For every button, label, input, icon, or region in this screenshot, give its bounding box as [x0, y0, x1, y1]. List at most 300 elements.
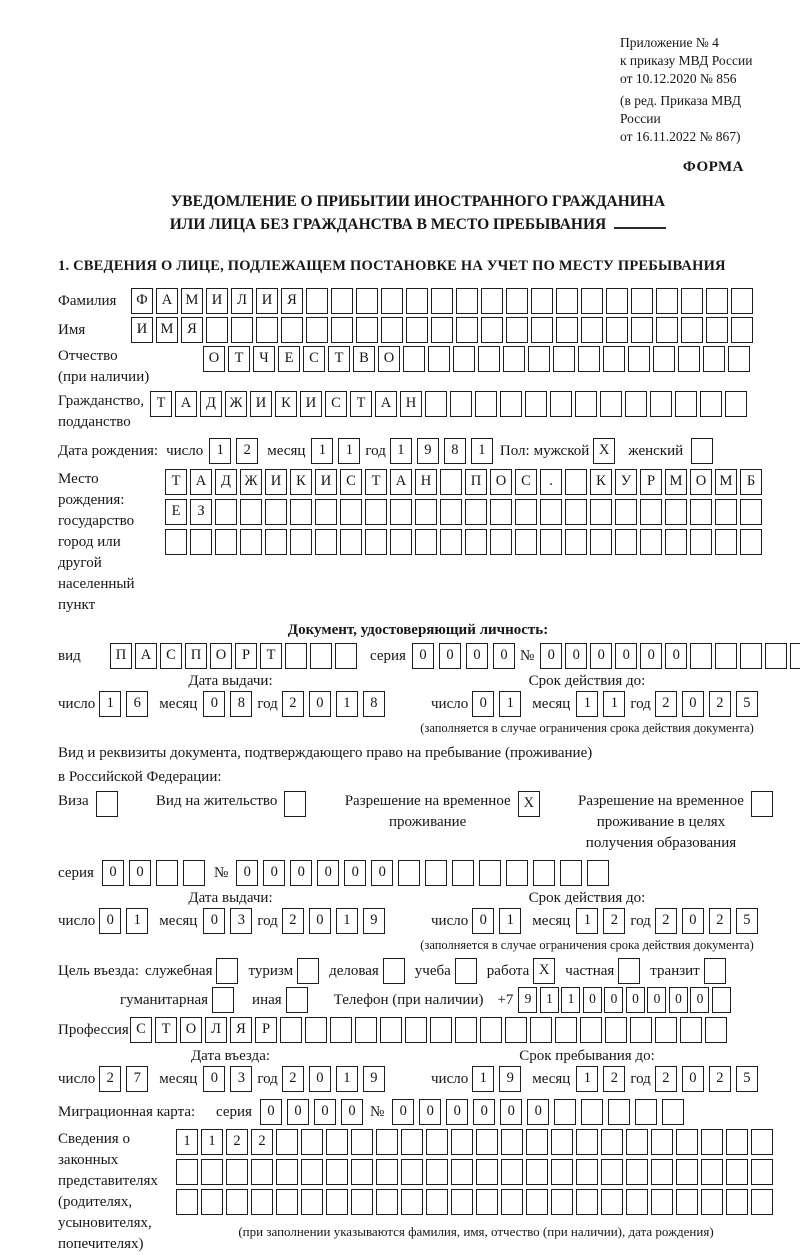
char-cell[interactable] [556, 288, 578, 314]
char-cell[interactable] [315, 529, 337, 555]
purpose-private-checkbox[interactable] [618, 958, 643, 984]
char-cell[interactable] [426, 1129, 448, 1155]
char-cell[interactable] [665, 529, 687, 555]
char-cell[interactable] [265, 499, 287, 525]
char-cell[interactable]: С [340, 469, 362, 495]
char-cell[interactable] [550, 391, 572, 417]
char-cell[interactable]: Ф [131, 288, 153, 314]
char-cell[interactable] [505, 1017, 527, 1043]
char-cell[interactable]: 0 [647, 987, 666, 1013]
char-cell[interactable]: Л [205, 1017, 227, 1043]
char-cell[interactable] [301, 1189, 323, 1215]
char-cell[interactable] [403, 346, 425, 372]
char-cell[interactable]: Т [155, 1017, 177, 1043]
stay-valid-day-cells[interactable] [472, 908, 526, 934]
char-cell[interactable] [751, 791, 773, 817]
char-cell[interactable] [276, 1189, 298, 1215]
char-cell[interactable]: Т [165, 469, 187, 495]
char-cell[interactable]: С [130, 1017, 152, 1043]
char-cell[interactable]: П [185, 643, 207, 669]
char-cell[interactable] [656, 317, 678, 343]
purpose-other-checkbox[interactable] [286, 987, 311, 1013]
char-cell[interactable] [640, 499, 662, 525]
char-cell[interactable]: П [110, 643, 132, 669]
char-cell[interactable] [701, 1189, 723, 1215]
char-cell[interactable] [618, 958, 640, 984]
char-cell[interactable] [331, 288, 353, 314]
stay-valid-year-cells[interactable] [655, 908, 763, 934]
char-cell[interactable] [581, 1099, 603, 1125]
char-cell[interactable] [590, 529, 612, 555]
char-cell[interactable] [578, 346, 600, 372]
char-cell[interactable] [680, 1017, 702, 1043]
char-cell[interactable]: О [690, 469, 712, 495]
char-cell[interactable] [587, 860, 609, 886]
char-cell[interactable]: С [325, 391, 347, 417]
char-cell[interactable] [650, 391, 672, 417]
char-cell[interactable]: 0 [626, 987, 645, 1013]
char-cell[interactable] [740, 499, 762, 525]
char-cell[interactable] [530, 1017, 552, 1043]
char-cell[interactable]: С [160, 643, 182, 669]
char-cell[interactable]: И [265, 469, 287, 495]
char-cell[interactable]: 0 [493, 643, 515, 669]
char-cell[interactable]: 0 [439, 643, 461, 669]
char-cell[interactable] [531, 288, 553, 314]
char-cell[interactable]: 5 [736, 691, 758, 717]
char-cell[interactable]: А [190, 469, 212, 495]
char-cell[interactable] [581, 288, 603, 314]
char-cell[interactable]: 1 [338, 438, 360, 464]
purpose-business-checkbox[interactable] [216, 958, 241, 984]
char-cell[interactable] [553, 346, 575, 372]
char-cell[interactable] [310, 643, 332, 669]
char-cell[interactable] [515, 529, 537, 555]
char-cell[interactable] [701, 1129, 723, 1155]
char-cell[interactable]: 1 [390, 438, 412, 464]
char-cell[interactable]: 9 [417, 438, 439, 464]
stay-until-day-cells[interactable] [472, 1066, 526, 1092]
char-cell[interactable] [525, 391, 547, 417]
char-cell[interactable] [560, 860, 582, 886]
char-cell[interactable] [356, 317, 378, 343]
char-cell[interactable]: 0 [344, 860, 366, 886]
char-cell[interactable]: 0 [669, 987, 688, 1013]
char-cell[interactable] [165, 529, 187, 555]
char-cell[interactable] [216, 958, 238, 984]
char-cell[interactable] [678, 346, 700, 372]
char-cell[interactable]: 2 [655, 691, 677, 717]
char-cell[interactable] [715, 529, 737, 555]
doc-kind-cells[interactable] [110, 643, 360, 669]
doc-valid-month-cells[interactable] [576, 691, 630, 717]
stay-issue-day-cells[interactable] [99, 908, 153, 934]
char-cell[interactable]: Я [181, 317, 203, 343]
char-cell[interactable]: К [590, 469, 612, 495]
entry-year-cells[interactable] [282, 1066, 390, 1092]
char-cell[interactable] [506, 288, 528, 314]
char-cell[interactable] [565, 499, 587, 525]
temp-residence-edu-checkbox[interactable] [751, 791, 776, 817]
char-cell[interactable] [626, 1189, 648, 1215]
char-cell[interactable] [576, 1129, 598, 1155]
char-cell[interactable] [676, 1129, 698, 1155]
char-cell[interactable]: Д [215, 469, 237, 495]
char-cell[interactable] [715, 643, 737, 669]
char-cell[interactable] [465, 529, 487, 555]
char-cell[interactable]: X [533, 958, 555, 984]
char-cell[interactable] [276, 1129, 298, 1155]
char-cell[interactable] [340, 499, 362, 525]
char-cell[interactable]: 0 [590, 643, 612, 669]
char-cell[interactable]: 9 [363, 908, 385, 934]
char-cell[interactable]: 2 [282, 1066, 304, 1092]
char-cell[interactable]: П [465, 469, 487, 495]
char-cell[interactable]: О [203, 346, 225, 372]
char-cell[interactable] [640, 529, 662, 555]
char-cell[interactable]: Ж [225, 391, 247, 417]
char-cell[interactable]: О [210, 643, 232, 669]
char-cell[interactable] [340, 529, 362, 555]
char-cell[interactable]: 0 [203, 908, 225, 934]
char-cell[interactable] [431, 317, 453, 343]
char-cell[interactable]: Т [260, 643, 282, 669]
surname-cells[interactable] [131, 288, 756, 314]
char-cell[interactable]: 0 [341, 1099, 363, 1125]
char-cell[interactable]: 0 [99, 908, 121, 934]
char-cell[interactable] [615, 529, 637, 555]
stay-number-cells[interactable] [236, 860, 614, 886]
char-cell[interactable]: 0 [317, 860, 339, 886]
char-cell[interactable]: 1 [336, 691, 358, 717]
char-cell[interactable] [305, 1017, 327, 1043]
char-cell[interactable] [706, 288, 728, 314]
char-cell[interactable] [731, 317, 753, 343]
char-cell[interactable] [501, 1189, 523, 1215]
char-cell[interactable] [706, 317, 728, 343]
char-cell[interactable]: 0 [392, 1099, 414, 1125]
birth-place-cells-3[interactable] [165, 529, 765, 555]
doc-issue-year-cells[interactable] [282, 691, 390, 717]
char-cell[interactable] [265, 529, 287, 555]
representatives-cells-1[interactable] [176, 1129, 776, 1155]
char-cell[interactable]: 0 [472, 691, 494, 717]
char-cell[interactable] [590, 499, 612, 525]
char-cell[interactable] [306, 317, 328, 343]
char-cell[interactable] [451, 1129, 473, 1155]
char-cell[interactable] [662, 1099, 684, 1125]
char-cell[interactable]: Д [200, 391, 222, 417]
char-cell[interactable] [251, 1189, 273, 1215]
char-cell[interactable] [690, 529, 712, 555]
char-cell[interactable] [606, 288, 628, 314]
char-cell[interactable] [651, 1189, 673, 1215]
char-cell[interactable] [315, 499, 337, 525]
char-cell[interactable]: 0 [309, 908, 331, 934]
char-cell[interactable] [478, 346, 500, 372]
char-cell[interactable] [681, 288, 703, 314]
char-cell[interactable]: 0 [690, 987, 709, 1013]
char-cell[interactable]: Б [740, 469, 762, 495]
char-cell[interactable] [481, 288, 503, 314]
char-cell[interactable] [540, 529, 562, 555]
char-cell[interactable]: 2 [709, 908, 731, 934]
migration-series-cells[interactable] [260, 1099, 368, 1125]
char-cell[interactable] [240, 529, 262, 555]
char-cell[interactable] [765, 643, 787, 669]
char-cell[interactable] [555, 1017, 577, 1043]
char-cell[interactable] [565, 469, 587, 495]
char-cell[interactable] [190, 529, 212, 555]
char-cell[interactable] [651, 1129, 673, 1155]
char-cell[interactable]: 5 [736, 908, 758, 934]
char-cell[interactable]: 9 [518, 987, 537, 1013]
char-cell[interactable] [531, 317, 553, 343]
char-cell[interactable] [551, 1189, 573, 1215]
char-cell[interactable]: В [353, 346, 375, 372]
char-cell[interactable]: 9 [499, 1066, 521, 1092]
char-cell[interactable] [726, 1189, 748, 1215]
char-cell[interactable] [212, 987, 234, 1013]
char-cell[interactable] [526, 1129, 548, 1155]
char-cell[interactable] [96, 791, 118, 817]
char-cell[interactable]: 0 [236, 860, 258, 886]
stay-series-cells[interactable] [102, 860, 210, 886]
char-cell[interactable] [615, 499, 637, 525]
char-cell[interactable]: 0 [290, 860, 312, 886]
char-cell[interactable] [326, 1129, 348, 1155]
profession-cells[interactable] [130, 1017, 730, 1043]
char-cell[interactable]: 2 [603, 1066, 625, 1092]
char-cell[interactable] [284, 791, 306, 817]
char-cell[interactable]: М [181, 288, 203, 314]
char-cell[interactable]: Т [328, 346, 350, 372]
char-cell[interactable] [156, 860, 178, 886]
char-cell[interactable] [390, 529, 412, 555]
char-cell[interactable]: 2 [226, 1129, 248, 1155]
char-cell[interactable]: 0 [527, 1099, 549, 1125]
char-cell[interactable] [740, 643, 762, 669]
char-cell[interactable] [526, 1189, 548, 1215]
representatives-cells-3[interactable] [176, 1189, 776, 1215]
char-cell[interactable] [704, 958, 726, 984]
char-cell[interactable] [381, 288, 403, 314]
char-cell[interactable] [528, 346, 550, 372]
char-cell[interactable]: 8 [230, 691, 252, 717]
char-cell[interactable]: 1 [561, 987, 580, 1013]
char-cell[interactable] [580, 1017, 602, 1043]
entry-day-cells[interactable] [99, 1066, 153, 1092]
char-cell[interactable]: Т [350, 391, 372, 417]
char-cell[interactable] [675, 391, 697, 417]
stay-issue-year-cells[interactable] [282, 908, 390, 934]
char-cell[interactable] [600, 391, 622, 417]
char-cell[interactable]: . [540, 469, 562, 495]
char-cell[interactable]: 0 [129, 860, 151, 886]
char-cell[interactable]: Р [235, 643, 257, 669]
char-cell[interactable] [440, 499, 462, 525]
char-cell[interactable]: И [300, 391, 322, 417]
char-cell[interactable]: X [593, 438, 615, 464]
purpose-tourism-checkbox[interactable] [297, 958, 322, 984]
char-cell[interactable] [476, 1129, 498, 1155]
char-cell[interactable]: 1 [499, 691, 521, 717]
char-cell[interactable]: 5 [736, 1066, 758, 1092]
char-cell[interactable]: 2 [655, 908, 677, 934]
char-cell[interactable] [635, 1099, 657, 1125]
char-cell[interactable]: А [175, 391, 197, 417]
char-cell[interactable] [490, 499, 512, 525]
char-cell[interactable] [297, 958, 319, 984]
char-cell[interactable] [790, 643, 800, 669]
char-cell[interactable]: 0 [583, 987, 602, 1013]
char-cell[interactable] [356, 288, 378, 314]
char-cell[interactable]: 6 [126, 691, 148, 717]
char-cell[interactable]: 0 [682, 691, 704, 717]
char-cell[interactable]: 0 [371, 860, 393, 886]
char-cell[interactable]: И [131, 317, 153, 343]
birth-place-cells-1[interactable] [165, 469, 765, 495]
char-cell[interactable] [405, 1017, 427, 1043]
birth-place-cells-2[interactable] [165, 499, 765, 525]
char-cell[interactable] [281, 317, 303, 343]
char-cell[interactable]: Т [228, 346, 250, 372]
char-cell[interactable] [715, 499, 737, 525]
char-cell[interactable] [703, 346, 725, 372]
char-cell[interactable]: 0 [665, 643, 687, 669]
char-cell[interactable]: 1 [576, 1066, 598, 1092]
char-cell[interactable]: 1 [499, 908, 521, 934]
char-cell[interactable]: М [156, 317, 178, 343]
char-cell[interactable] [712, 987, 731, 1013]
char-cell[interactable] [426, 1189, 448, 1215]
char-cell[interactable]: А [135, 643, 157, 669]
char-cell[interactable]: И [256, 288, 278, 314]
char-cell[interactable] [440, 529, 462, 555]
char-cell[interactable] [626, 1129, 648, 1155]
char-cell[interactable]: 8 [363, 691, 385, 717]
char-cell[interactable] [554, 1099, 576, 1125]
char-cell[interactable] [331, 317, 353, 343]
char-cell[interactable]: 1 [540, 987, 559, 1013]
char-cell[interactable] [431, 288, 453, 314]
char-cell[interactable]: О [490, 469, 512, 495]
char-cell[interactable] [556, 317, 578, 343]
char-cell[interactable]: Ч [253, 346, 275, 372]
char-cell[interactable] [601, 1129, 623, 1155]
char-cell[interactable] [740, 529, 762, 555]
char-cell[interactable] [655, 1017, 677, 1043]
char-cell[interactable]: С [303, 346, 325, 372]
char-cell[interactable] [625, 391, 647, 417]
purpose-commercial-checkbox[interactable] [383, 958, 408, 984]
char-cell[interactable]: Р [255, 1017, 277, 1043]
char-cell[interactable] [581, 317, 603, 343]
char-cell[interactable]: 2 [99, 1066, 121, 1092]
char-cell[interactable]: 0 [472, 908, 494, 934]
char-cell[interactable] [656, 288, 678, 314]
doc-number-cells[interactable] [540, 643, 800, 669]
char-cell[interactable]: К [275, 391, 297, 417]
char-cell[interactable] [576, 1189, 598, 1215]
char-cell[interactable]: Е [278, 346, 300, 372]
char-cell[interactable] [428, 346, 450, 372]
char-cell[interactable]: 2 [655, 1066, 677, 1092]
stay-until-year-cells[interactable] [655, 1066, 763, 1092]
char-cell[interactable] [290, 529, 312, 555]
migration-number-cells[interactable] [392, 1099, 689, 1125]
char-cell[interactable] [603, 346, 625, 372]
char-cell[interactable] [676, 1189, 698, 1215]
char-cell[interactable] [705, 1017, 727, 1043]
visa-checkbox[interactable] [96, 791, 121, 817]
char-cell[interactable]: 0 [260, 1099, 282, 1125]
char-cell[interactable]: У [615, 469, 637, 495]
char-cell[interactable]: 0 [419, 1099, 441, 1125]
char-cell[interactable] [533, 860, 555, 886]
char-cell[interactable] [690, 643, 712, 669]
char-cell[interactable]: 1 [336, 1066, 358, 1092]
char-cell[interactable] [215, 529, 237, 555]
char-cell[interactable]: 2 [603, 908, 625, 934]
char-cell[interactable] [490, 529, 512, 555]
char-cell[interactable] [728, 346, 750, 372]
temp-residence-checkbox[interactable] [518, 791, 543, 817]
char-cell[interactable]: 1 [99, 691, 121, 717]
char-cell[interactable] [451, 1189, 473, 1215]
char-cell[interactable] [480, 1017, 502, 1043]
char-cell[interactable]: А [156, 288, 178, 314]
purpose-transit-checkbox[interactable] [704, 958, 729, 984]
char-cell[interactable] [481, 317, 503, 343]
char-cell[interactable]: Я [281, 288, 303, 314]
char-cell[interactable] [365, 529, 387, 555]
char-cell[interactable] [455, 1017, 477, 1043]
char-cell[interactable]: О [378, 346, 400, 372]
char-cell[interactable] [425, 860, 447, 886]
char-cell[interactable]: З [190, 499, 212, 525]
char-cell[interactable] [653, 346, 675, 372]
char-cell[interactable] [415, 499, 437, 525]
char-cell[interactable] [700, 391, 722, 417]
char-cell[interactable]: 1 [126, 908, 148, 934]
char-cell[interactable]: О [180, 1017, 202, 1043]
char-cell[interactable] [631, 317, 653, 343]
char-cell[interactable] [406, 317, 428, 343]
purpose-study-checkbox[interactable] [455, 958, 480, 984]
char-cell[interactable]: 2 [236, 438, 258, 464]
char-cell[interactable] [565, 529, 587, 555]
char-cell[interactable]: М [715, 469, 737, 495]
char-cell[interactable]: 8 [444, 438, 466, 464]
sex-female-checkbox[interactable] [691, 438, 716, 464]
char-cell[interactable] [506, 860, 528, 886]
char-cell[interactable] [503, 346, 525, 372]
char-cell[interactable]: 0 [203, 691, 225, 717]
char-cell[interactable] [376, 1129, 398, 1155]
char-cell[interactable]: 0 [412, 643, 434, 669]
char-cell[interactable] [280, 1017, 302, 1043]
birth-year-cells[interactable] [390, 438, 498, 464]
char-cell[interactable] [551, 1129, 573, 1155]
char-cell[interactable] [575, 391, 597, 417]
char-cell[interactable]: 0 [263, 860, 285, 886]
char-cell[interactable]: 3 [230, 908, 252, 934]
char-cell[interactable]: 9 [363, 1066, 385, 1092]
char-cell[interactable] [183, 860, 205, 886]
char-cell[interactable]: 2 [709, 691, 731, 717]
stay-valid-month-cells[interactable] [576, 908, 630, 934]
